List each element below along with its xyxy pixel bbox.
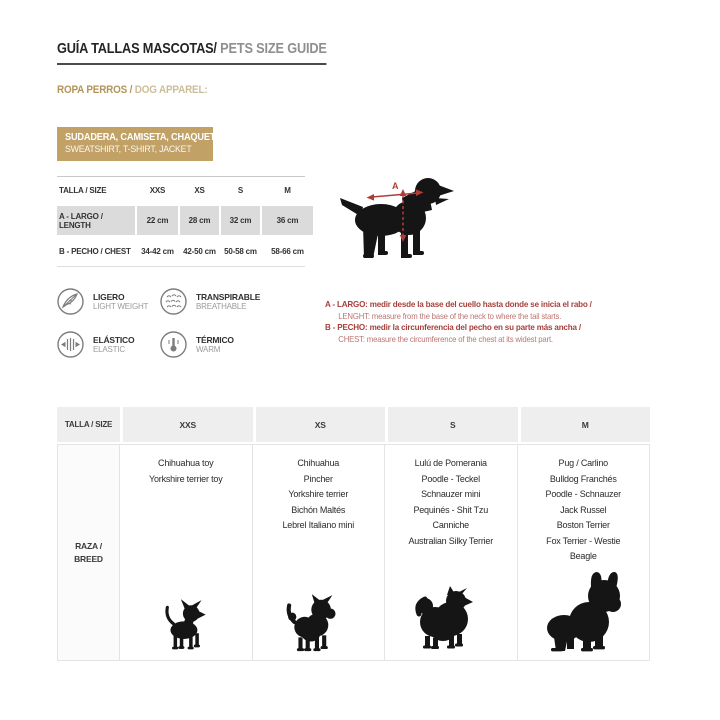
chest-s-value: 50-58 cm [224,247,257,256]
pomeranian-silhouette [408,586,494,654]
banner-spanish: SUDADERA, CAMISETA, CHAQUETA/ [65,132,224,143]
breed-item: Yorkshire terrier toy [149,473,223,484]
feather-icon [57,288,84,315]
size-table-header-label: TALLA / SIZE [59,186,107,195]
breed-column-s [385,444,518,661]
breed-column-xs [253,444,386,661]
garment-type-banner-text [65,132,224,155]
breed-row-label-line1: RAZA / [75,540,102,551]
breed-item: Poodle - Teckel [421,473,480,484]
breed-list-xs [282,445,354,534]
feature-breathable [160,288,310,315]
yorkshire-terrier-silhouette [284,594,352,654]
breed-item: Bichón Maltés [291,504,346,515]
feature-name-es: LIGERO [93,292,125,302]
length-row-label: A - LARGO / LENGTH [57,206,135,235]
breed-item: Poodle - Schnauzer [545,489,621,499]
measure-label-a: A [392,181,399,191]
feature-labels [93,331,134,355]
french-bulldog-silhouette [536,570,630,654]
feature-labels [196,331,234,355]
size-measurements-table [57,176,305,267]
size-table-header-xxs: XXS [149,186,166,195]
feature-name-es: ELÁSTICO [93,335,135,345]
length-xxs-value: 22 cm [137,206,178,235]
fabric-features [57,288,310,358]
chest-xs-value: 42-50 cm [183,247,216,256]
length-xs-value: 28 cm [180,206,219,235]
breed-item: Boston Terrier [556,520,610,530]
breed-item: Chihuahua [297,458,340,468]
feature-labels [196,288,260,312]
breed-item: Pug / Carlino [558,458,608,468]
length-m-value: 36 cm [262,206,313,235]
note-b-english: CHEST: measure the circumference of the chest at its widest part. [338,334,553,344]
feature-name-en: ELASTIC [93,345,125,354]
mesh-icon [160,288,187,315]
chest-row-label: B - PECHO / CHEST [59,247,131,256]
breed-item: Lebrel Italiano mini [282,520,355,530]
breed-item: Australian Silky Terrier [408,535,494,546]
breed-column-xxs [120,444,253,661]
breed-item: Canniche [432,520,469,530]
breed-header-m: M [521,407,651,442]
labrador-silhouette [336,168,460,270]
breed-item: Schnauzer mini [421,489,481,499]
chest-m-value: 58-66 cm [271,247,304,256]
title-spanish: GUÍA TALLAS MASCOTAS/ [57,40,217,57]
feature-elastic [57,331,160,358]
feature-name-en: LIGHT WEIGHT [93,302,149,311]
breed-header-label: TALLA / SIZE [57,407,120,442]
page-title [57,40,327,65]
feature-name-es: TRANSPIRABLE [196,292,261,302]
breed-table-header [57,407,650,442]
size-table-header-s: S [237,186,244,195]
breed-header-xxs: XXS [123,407,253,442]
length-s-value: 32 cm [221,206,260,235]
feature-lightweight [57,288,160,315]
breed-item: Yorkshire terrier [288,489,349,499]
breed-header-s: S [388,407,518,442]
breed-table-body [57,444,650,661]
section-subtitle [57,80,207,98]
breed-row-label-line2: BREED [74,553,103,564]
feature-name-en: WARM [196,345,221,354]
breed-column-m [518,444,651,661]
breed-item: Bulldog Franchés [549,473,617,484]
breed-list-xxs [149,445,223,487]
breed-row-label-cell [57,444,120,661]
dog-measurement-diagram [336,168,460,270]
measuring-instructions [325,299,648,345]
garment-type-banner [57,127,224,161]
note-a-spanish: A - LARGO: medir desde la base del cuello hasta donde se inicia el rabo / [325,299,592,309]
chihuahua-silhouette [157,598,215,654]
thermometer-icon [160,331,187,358]
breed-item: Pequinés - Shit Tzu [413,504,489,515]
feature-name-es: TÉRMICO [196,335,234,345]
banner-english: SWEATSHIRT, T-SHIRT, JACKET [65,144,192,155]
breed-item: Jack Russel [560,504,607,515]
size-table-header-m: M [284,186,291,195]
breed-item: Beagle [569,551,597,561]
page-title-underline [57,40,327,65]
chest-xxs-value: 34-42 cm [141,247,174,256]
breed-item: Fox Terrier - Westie [546,535,621,546]
note-a-english: LENGHT: measure from the base of the neck to where the tail starts. [338,311,562,321]
elastic-icon [57,331,84,358]
size-table-header-xs: XS [194,186,205,195]
title-english: PETS SIZE GUIDE [216,40,327,57]
feature-labels [93,288,148,312]
note-b-spanish: B - PECHO: medir la circunferencia del pecho en su parte más ancha / [325,322,581,332]
feature-name-en: BREATHABLE [196,302,247,311]
subtitle-english: DOG APPAREL: [132,84,208,96]
breed-header-xs: XS [256,407,386,442]
breed-list-m [546,445,621,565]
breed-item: Pincher [303,473,333,484]
breed-item: Chihuahua toy [158,458,214,468]
breed-list-s [408,445,493,549]
subtitle-spanish: ROPA PERROS / [57,84,133,96]
breed-item: Lulú de Pomerania [414,458,487,468]
feature-warm [160,331,310,358]
